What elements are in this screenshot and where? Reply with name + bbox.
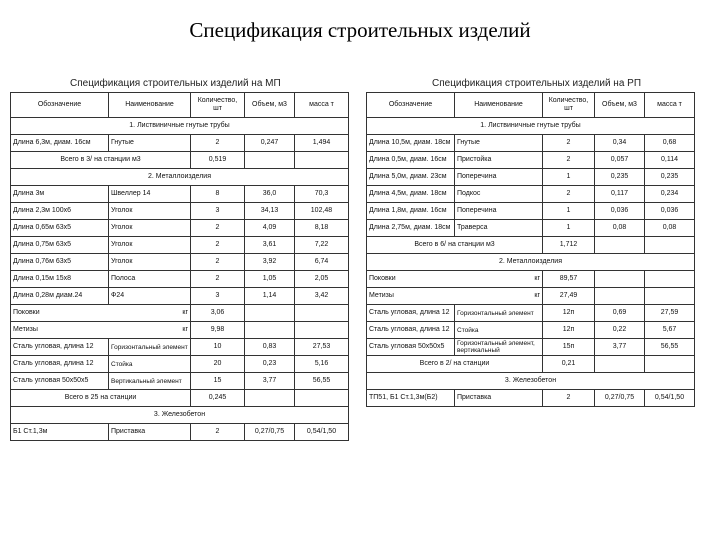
cell-designation: Длина 0,65м 63х5 [11,220,109,237]
total-row [11,390,349,407]
cell-designation: Длина 0,75м 63х5 [11,237,109,254]
cell-volume: 34,13 [245,203,295,220]
cell-designation: Длина 5,0м, диам. 23см [367,169,455,186]
cell-volume: 0,036 [595,203,645,220]
table-row [11,288,349,305]
table-row [367,169,695,186]
cell-volume: 1,14 [245,288,295,305]
cell-name: Уголок [109,237,191,254]
total-value: 89,57 [543,271,595,288]
cell-designation: Длина 3м [11,186,109,203]
cell-volume: 0,08 [595,220,645,237]
section-title: 2. Металлоизделия [367,254,695,271]
cell-qty: 2 [191,271,245,288]
cell-qty: 3 [191,203,245,220]
cell-volume: 36,0 [245,186,295,203]
table-row [367,186,695,203]
cell-qty: 8 [191,186,245,203]
cell-mass: 3,42 [295,288,349,305]
table-row [11,424,349,441]
table-row [11,254,349,271]
total-row [11,152,349,169]
cell-name: Стойка [455,322,543,339]
cell-name: Горизонтальный элемент, вертикальный [455,339,543,356]
cell-volume: 0,27/0,75 [245,424,295,441]
cell-designation: Сталь угловая 50х50х5 [11,373,109,390]
cell-mass: 0,08 [645,220,695,237]
spec-sheet-rp [366,78,695,407]
cell-qty: 2 [543,390,595,407]
cell-name: Приставка [455,390,543,407]
cell-mass: 6,74 [295,254,349,271]
spec-table [10,92,349,441]
col-name: Наименование [109,93,191,118]
total-row [367,271,695,288]
cell-mass: 2,05 [295,271,349,288]
total-label: Всего в 6/ на станции м3 [367,237,543,254]
section-title: 3. Железобетон [11,407,349,424]
section-row [11,118,349,135]
slide-title: Спецификация строительных изделий [189,18,531,42]
cell-mass: 0,036 [645,203,695,220]
cell-name: Поперечина [455,203,543,220]
col-qty: Количество, шт [543,93,595,118]
sheet-title: Спецификация строительных изделий на РП [432,78,642,89]
total-label: Всего в 2/ на станции [367,356,543,373]
cell-qty: 3 [191,288,245,305]
col-name: Наименование [455,93,543,118]
cell-name: Полоса [109,271,191,288]
table-row [367,390,695,407]
cell-qty: 2 [543,135,595,152]
cell-mass: 0,114 [645,152,695,169]
header-row [367,93,695,118]
total-value: 0,245 [191,390,245,407]
cell-volume: 0,69 [595,305,645,322]
cell-designation: ТП51, Б1 Ст.1,3м(Б2) [367,390,455,407]
cell-qty: 2 [191,220,245,237]
cell-qty: 2 [191,135,245,152]
cell-volume: 3,77 [245,373,295,390]
cell-name: Поперечина [455,169,543,186]
cell-volume: 0,247 [245,135,295,152]
col-mass: масса т [295,93,349,118]
cell-qty: 1 [543,169,595,186]
total-label: Всего в 3/ на станции м3 [11,152,191,169]
cell-name: Уголок [109,203,191,220]
total-row [367,237,695,254]
spec-sheet-mp [10,78,349,441]
table-row [367,220,695,237]
cell-mass: 70,3 [295,186,349,203]
cell-designation: Длина 2,75м, диам. 18см [367,220,455,237]
col-volume: Объем, м3 [245,93,295,118]
cell-mass: 0,54/1,50 [295,424,349,441]
cell-designation: Длина 0,5м, диам. 16см [367,152,455,169]
cell-name: Горизонтальный элемент [109,339,191,356]
table-row [367,135,695,152]
section-row [367,373,695,390]
section-title: 2. Металлоизделия [11,169,349,186]
cell-name: Подкос [455,186,543,203]
table-row [367,339,695,356]
table-row [11,373,349,390]
total-row [11,305,349,322]
cell-qty: 20 [191,356,245,373]
cell-designation: Сталь угловая, длина 12 [367,305,455,322]
cell-volume: 0,34 [595,135,645,152]
cell-volume: 0,27/0,75 [595,390,645,407]
col-volume: Объем, м3 [595,93,645,118]
col-designation: Обозначение [11,93,109,118]
cell-designation: Длина 0,15м 15х8 [11,271,109,288]
total-label: Метизы кг [11,322,191,339]
total-label: Метизы кг [367,288,543,305]
section-row [367,118,695,135]
cell-designation: Сталь угловая, длина 12 [367,322,455,339]
table-row [11,220,349,237]
cell-name: Вертикальный элемент [109,373,191,390]
section-title: 3. Железобетон [367,373,695,390]
total-value: 27,49 [543,288,595,305]
table-row [11,339,349,356]
cell-designation: Длина 0,28м диам.24 [11,288,109,305]
cell-volume: 4,09 [245,220,295,237]
section-title: 1. Листвиничные гнутые трубы [11,118,349,135]
total-value: 9,98 [191,322,245,339]
cell-mass: 5,67 [645,322,695,339]
cell-qty: 2 [543,186,595,203]
cell-mass: 56,55 [645,339,695,356]
cell-qty: 2 [191,237,245,254]
cell-name: Траверса [455,220,543,237]
sheet-title: Спецификация строительных изделий на МП [70,78,281,89]
cell-designation: Сталь угловая 50х50х5 [367,339,455,356]
table-row [11,271,349,288]
table-row [367,305,695,322]
cell-designation: Сталь угловая, длина 12 [11,339,109,356]
total-value: 0,21 [543,356,595,373]
table-row [11,135,349,152]
cell-qty: 15 [191,373,245,390]
cell-mass: 1,494 [295,135,349,152]
cell-volume: 3,77 [595,339,645,356]
cell-volume: 0,23 [245,356,295,373]
cell-mass: 56,55 [295,373,349,390]
cell-mass: 7,22 [295,237,349,254]
table-row [367,322,695,339]
table-row [11,356,349,373]
cell-name: Уголок [109,220,191,237]
cell-mass: 8,18 [295,220,349,237]
cell-mass: 27,53 [295,339,349,356]
cell-qty: 1 [543,220,595,237]
cell-qty: 12п [543,322,595,339]
col-designation: Обозначение [367,93,455,118]
cell-volume: 0,235 [595,169,645,186]
cell-qty: 2 [543,152,595,169]
header-row [11,93,349,118]
cell-volume: 1,05 [245,271,295,288]
cell-name: Уголок [109,254,191,271]
cell-mass: 0,234 [645,186,695,203]
cell-qty: 10 [191,339,245,356]
total-label: Поковки кг [11,305,191,322]
cell-mass: 0,68 [645,135,695,152]
cell-qty: 12п [543,305,595,322]
cell-volume: 0,22 [595,322,645,339]
cell-designation: Длина 6,3м, диам. 16см [11,135,109,152]
cell-mass: 5,16 [295,356,349,373]
cell-volume: 3,61 [245,237,295,254]
table-row [367,203,695,220]
cell-mass: 0,54/1,50 [645,390,695,407]
total-value: 1,712 [543,237,595,254]
cell-designation: Длина 0,76м 63х5 [11,254,109,271]
table-row [11,237,349,254]
total-row [367,356,695,373]
total-row [11,322,349,339]
cell-qty: 2 [191,254,245,271]
total-value: 0,519 [191,152,245,169]
cell-volume: 0,057 [595,152,645,169]
spec-table [366,92,695,407]
col-qty: Количество, шт [191,93,245,118]
col-mass: масса т [645,93,695,118]
cell-mass: 102,48 [295,203,349,220]
section-title: 1. Листвиничные гнутые трубы [367,118,695,135]
section-row [367,254,695,271]
cell-volume: 0,117 [595,186,645,203]
cell-designation: Длина 4,5м, диам. 18см [367,186,455,203]
cell-qty: 2 [191,424,245,441]
cell-mass: 27,59 [645,305,695,322]
cell-designation: Длина 10,5м, диам. 18см [367,135,455,152]
total-row [367,288,695,305]
cell-name: Швеллер 14 [109,186,191,203]
total-label: Поковки кг [367,271,543,288]
total-label: Всего в 25 на станции [11,390,191,407]
cell-name: Ф24 [109,288,191,305]
cell-mass: 0,235 [645,169,695,186]
cell-qty: 15п [543,339,595,356]
cell-designation: Длина 1,8м, диам. 16см [367,203,455,220]
cell-name: Приставка [109,424,191,441]
cell-name: Пристойка [455,152,543,169]
cell-designation: Длина 2,3м 100х6 [11,203,109,220]
table-row [367,152,695,169]
cell-volume: 3,92 [245,254,295,271]
cell-name: Стойка [109,356,191,373]
cell-designation: Б1 Ст.1,3м [11,424,109,441]
cell-designation: Сталь угловая, длина 12 [11,356,109,373]
section-row [11,407,349,424]
cell-name: Гнутые [455,135,543,152]
cell-volume: 0,83 [245,339,295,356]
cell-name: Горизонтальный элемент [455,305,543,322]
total-value: 3,06 [191,305,245,322]
table-row [11,186,349,203]
cell-name: Гнутые [109,135,191,152]
section-row [11,169,349,186]
cell-qty: 1 [543,203,595,220]
table-row [11,203,349,220]
